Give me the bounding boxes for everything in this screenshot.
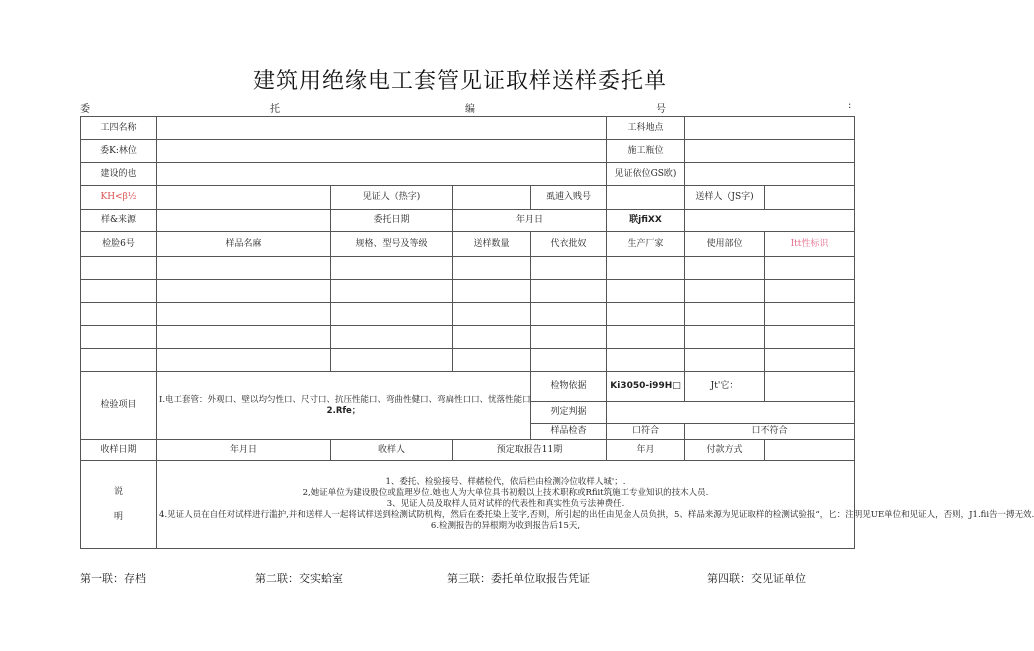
entrust-form-table (80, 116, 1034, 549)
header-maker: 生产厂家 (607, 232, 685, 257)
copy-distribution-footer (80, 570, 854, 584)
label-kh: KH<β½ (81, 186, 157, 210)
note-line: 4.见证人员在自任对试样进行滥护,并和送样人一起将试样送到检测试防机构，然后在委托染上芰字,否则，所引起的出任由见金人员负拱，5、样品来源为见证取样的检测试验报“，匕：注明见UE单位和见证人，否则，J1.fii告一搏无效. (159, 510, 1034, 520)
footer-copy-3: 第三联：委托单位取报告凭证 (447, 572, 590, 585)
label-test-items: 检验项目 (81, 372, 157, 440)
label-witness-person: 见证人（热字) (331, 186, 453, 210)
note-line: 1、委托、检验接号、样赭检代，依后栏由检测冷位收样人城'；. (385, 477, 626, 487)
label-witness-no: 虱逋入贱号 (531, 186, 607, 210)
sample-row (81, 257, 855, 280)
test-basis-extra: Jt'它： (685, 372, 765, 402)
field-witness-person[interactable] (453, 186, 531, 210)
footer-copy-4: 第四联：交见证单位 (707, 572, 806, 585)
serial-char-4: 号 (656, 104, 666, 115)
field-report-date[interactable]: 年月 (607, 440, 685, 461)
field-entrust-date[interactable]: 年月日 (453, 210, 607, 232)
test-items-line2: 2.Rfe； (326, 405, 361, 416)
test-items-content[interactable] (157, 372, 531, 440)
field-sample-source[interactable] (157, 210, 331, 232)
label-contact: 联jfiXX (607, 210, 685, 232)
field-receive-date[interactable]: 年月日 (157, 440, 331, 461)
sample-row (81, 349, 855, 372)
field-sender[interactable] (765, 186, 855, 210)
header-spec: 规格、型号及等级 (331, 232, 453, 257)
checkbox-nonconform[interactable]: 口不符合 (685, 424, 855, 440)
field-contact[interactable] (685, 210, 855, 232)
label-receiver: 收样人 (331, 440, 453, 461)
test-basis-value: Ki3050-i99H□ (607, 372, 685, 402)
label-project-site: 工科地点 (607, 117, 685, 140)
label-project-name: 工四名称 (81, 117, 157, 140)
label-construction-unit: 施工瓶位 (607, 140, 685, 163)
label-sender: 送样人（JS字) (685, 186, 765, 210)
header-sample-mark: Itt性标识 (765, 232, 855, 257)
field-project-site[interactable] (685, 117, 855, 140)
label-payment: 付款方式 (685, 440, 765, 461)
field-client-unit[interactable] (157, 140, 607, 163)
field-construction-unit[interactable] (685, 140, 855, 163)
notes-content (157, 461, 1034, 549)
header-test-no: 检脸6号 (81, 232, 157, 257)
footer-copy-1: 第一联：存档 (80, 572, 146, 585)
sample-row (81, 303, 855, 326)
label-sample-source: 样&来源 (81, 210, 157, 232)
note-line: 6.检测报告的异根期为收到报告后15天, (430, 521, 581, 531)
label-test-basis: 检物依据 (531, 372, 607, 402)
serial-char-5: : (848, 100, 852, 111)
header-sample-name: 样品名麻 (157, 232, 331, 257)
page-title: 建筑用绝缘电工套管见证取样送样委托单 (252, 69, 667, 94)
serial-char-3: 编 (465, 104, 475, 115)
checkbox-conform[interactable]: 口符合 (607, 424, 685, 440)
label-build-unit: 建设的也 (81, 163, 157, 186)
test-items-line1: Ⅰ.电工套管：外观口、壁以均匀性口、尺寸口、抗压性能口、弯曲性健口、弯扁性口口、忧落性能口 (159, 394, 531, 405)
field-payment[interactable] (765, 440, 855, 461)
sample-row (81, 326, 855, 349)
sample-row (81, 280, 855, 303)
field-witness-no[interactable] (607, 186, 685, 210)
serial-char-2: 托 (270, 104, 280, 115)
serial-char-1: 委 (80, 104, 90, 115)
label-report-date: 预定取报告11期 (453, 440, 607, 461)
field-build-unit[interactable] (157, 163, 607, 186)
field-project-name[interactable] (157, 117, 607, 140)
field-witness-unit[interactable] (685, 163, 855, 186)
label-sample-check: 样品检杳 (531, 424, 607, 440)
label-notes: 说 明 (81, 461, 157, 549)
note-line: 3、见证人员及取样人员对试样的代表性和真实性负亏法神费任. (386, 499, 625, 509)
field-judge[interactable] (607, 402, 855, 424)
note-line: 2,她证单位为建设股位或监理岁位.她也人为大单位具书初煅以上技术职称或Rfiit筑施工专业知识的技木人员. (302, 488, 709, 498)
entrust-number-row (80, 100, 854, 114)
header-usage: 使用部位 (685, 232, 765, 257)
label-client-unit: 委K:林位 (81, 140, 157, 163)
footer-copy-2: 第二联：交实蛤室 (255, 572, 343, 585)
header-qty: 送样数量 (453, 232, 531, 257)
label-receive-date: 收样日期 (81, 440, 157, 461)
label-entrust-date: 委托日期 (331, 210, 453, 232)
label-witness-unit: 见证依位GS欧) (607, 163, 685, 186)
field-test-basis-extra[interactable] (765, 372, 855, 402)
header-batch: 代衣批奴 (531, 232, 607, 257)
label-judge: 列定判据 (531, 402, 607, 424)
field-kh[interactable] (157, 186, 331, 210)
